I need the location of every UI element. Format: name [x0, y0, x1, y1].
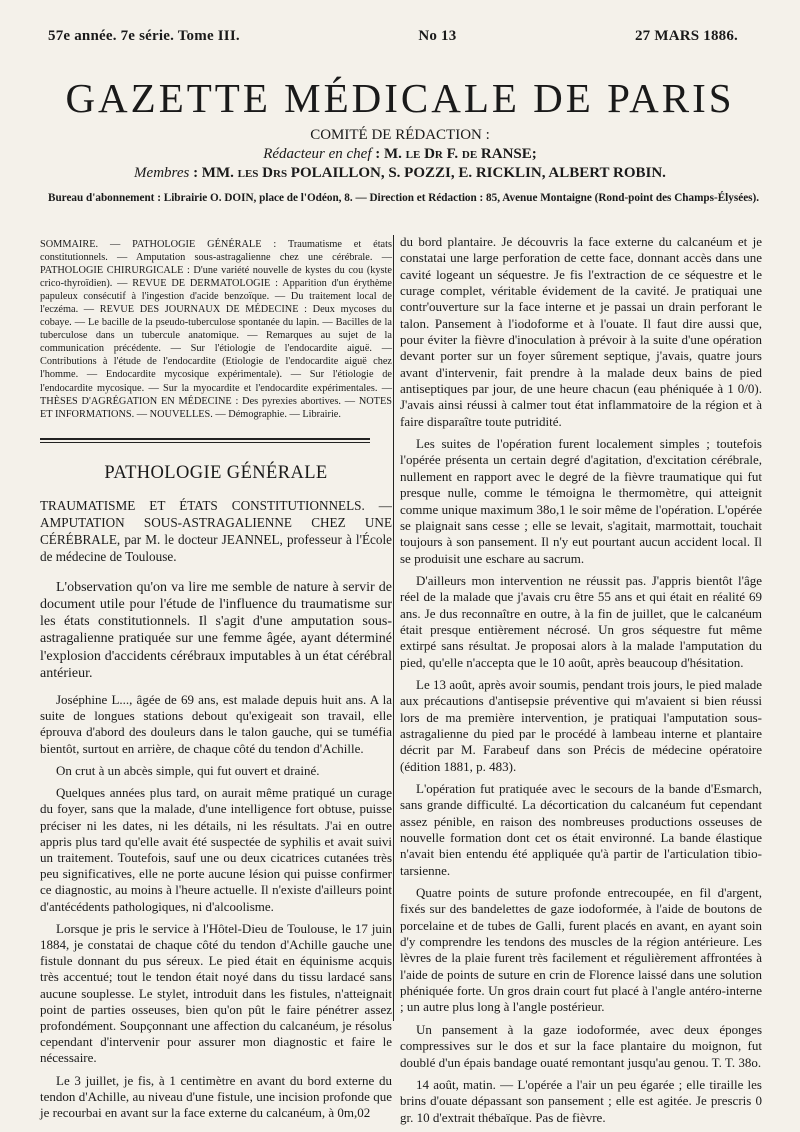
issue-header — [48, 28, 738, 45]
article-paragraph: Les suites de l'opération furent localement simples ; toutefois l'opérée présenta un certain degré d'agitation, d'excitation cérébrale, nullement en rapport avec le degré de la fièvre traumatique qui fut presque nulle, comme le témoigna le thermomètre, qui atteignit comme unique maximum 38o,1 le soir même de l'opération. L'opérée se plaignait sans cesse ; elle se levait, s'agitait, marmottait, touchait toujours à son pansement. Il n'y eut pourtant aucun accident local. Il se produisit une eschare au sacrum. — [400, 436, 762, 566]
right-column — [400, 234, 762, 1132]
members-line — [0, 164, 800, 183]
article-paragraph: On crut à un abcès simple, qui fut ouvert et drainé. — [56, 762, 320, 778]
section-divider — [40, 438, 370, 443]
members-names: : MM. les Drs POLAILLON, S. POZZI, E. RICKLIN, ALBERT ROBIN. — [193, 165, 666, 181]
article-paragraph: L'opération fut pratiquée avec le secours de la bande d'Esmarch, sans grande difficulté. La décortication du calcanéum fut cependant assez pénible, en raison des nombreuses productions osseuses de nouvelle formation dont cet os était environné. La bande élastique n'avait bien entendu été appliquée qu'à partir de l'articulation tibio-tarsienne. — [400, 781, 762, 878]
article-heading: TRAUMATISME ET ÉTATS CONSTITUTIONNELS. — AMPUTATION SOUS-ASTRAGALIENNE CHEZ UNE CÉRÉBRALE, par M. le docteur JEANNEL, professeur à l'École de médecine de Toulouse. — [40, 497, 392, 564]
article-paragraph: 14 août, matin. — L'opérée a l'air un peu égarée ; elle tiraille les brins d'ouate dépassant son pansement ; elle est agitée. Je prescris 0 gr. 10 d'extrait thébaïque. Pas de fièvre. — [400, 1076, 762, 1125]
editor-label: Rédacteur en chef — [263, 146, 372, 162]
article-paragraph: Quelques années plus tard, on aurait même pratiqué un curage du foyer, sans que la malade, d'une intelligence fort obtuse, puisse préciser ni les dates, ni les détails, ni les résultats. J'ai en outre appris plus tard qu'elle avait été suspectée de syphilis et avait suivi un traitement. Toutefois, sauf une ou deux cicatrices cutanées très peu significatives, elle ne porte aucune lésion qui puisse confirmer ce diagnostic, au moins à l'heure actuelle. Il n'existe d'ailleurs point d'antécédents pathologiques, ni d'alcoolisme. — [40, 785, 392, 914]
article-paragraph: D'ailleurs mon intervention ne réussit pas. J'appris bientôt l'âge réel de la malade que j'avais cru être 55 ans et qui était en réalité 69 ans. Je dus reconnaître en outre, à la fin de juillet, que le calcanéum était presque entièrement nécrosé. Un gros séquestre fut même extirpé sans résultat. Je proposai alors à la malade l'amputation du pied, qu'elle n'accepta que le 10 août, après beaucoup d'hésitation. — [400, 572, 762, 670]
editor-line — [0, 145, 800, 164]
article-paragraph: Le 13 août, après avoir soumis, pendant trois jours, le pied malade aux précautions d'antisepsie préventive qui m'avaient si bien réussi lors de ma première intervention, je pratiquai l'amputation sous-astragalienne du pied par le procédé à lambeau interne et plantaire décrit par M. Farabeuf dans son Précis de médecine opératoire (édition 1881, p. 483). — [400, 676, 762, 774]
editorial-committee — [0, 126, 800, 183]
issue-number: No 13 — [418, 28, 457, 44]
members-label: Membres — [134, 165, 190, 181]
masthead-title: GAZETTE MÉDICALE DE PARIS — [65, 75, 735, 121]
committee-title: COMITÉ DE RÉDACTION : — [310, 127, 490, 143]
article-paragraph: Le 3 juillet, je fis, à 1 centimètre en avant du bord externe du tendon d'Achille, au niveau d'une fistule, une incision profonde que je recourbai en avant sur la face externe du calcanéum, à 0m,02 — [40, 1072, 392, 1120]
article-paragraph: Quatre points de suture profonde entrecoupée, en fil d'argent, fixés sur des bandelettes de gaze iodoformée, à l'aide de boutons de porcelaine et de tubes de Galli, furent placés en avant, en ayant soin d'y comprendre les tendons des muscles de la région antérieure. Les lèvres de la plaie furent très facilement et régulièrement affrontées à l'aide de points de suture en crin de Florence laissé dans une solution phéniquée forte. Un gros drain court fut placé à l'angle antéro-interne ; un autre plus long à l'angle postérieur. — [400, 885, 762, 1015]
section-title: PATHOLOGIE GÉNÉRALE — [104, 462, 328, 483]
article-paragraph: Joséphine L..., âgée de 69 ans, est malade depuis huit ans. A la suite de longues stations debout qu'exigeait son travail, elle éprouva d'abord des douleurs dans le talon gauche, qui se tuméfia bientôt, surtout en arrière, de chaque côté du tendon d'Achille. — [40, 692, 392, 756]
editor-name: : M. le Dr F. de RANSE; — [375, 146, 537, 162]
issue-date: 27 MARS 1886. — [634, 28, 738, 44]
summary-block: SOMMAIRE. — PATHOLOGIE GÉNÉRALE : Traumatisme et états constitutionnels. — Amputation sous-astragalienne chez une cérébrale. — PATHOLOGIE CHIRURGICALE : D'une variété nouvelle de kystes du cou (kyste crico-thyroïdien). — REVUE DE DERMATOLOGIE : Apparition d'un érythème papuleux consécutif à l'ingestion d'acide benzoïque. — Du traitement local de l'eczéma. — REVUE DES JOURNAUX DE MÉDECINE : Deux mycoses du cobaye. — Le bacille de la pseudo-tuberculose spontanée du lapin. — Bacilles de la tuberculose dans un tubercule anatomique. — Remarques au sujet de la communication précédente. — Sur l'étiologie de l'endocardite aiguë. — Contributions à l'étude de l'endocardite (Etiologie de l'endocardite aiguë chez l'homme. — Endocardite mycosique expérimentale). — Sur l'étiologie de l'endocardite mycosique. — Sur la myocardite et l'endocardite expérimentales. — THÈSES D'AGRÉGATION EN MÉDECINE : Des pyrexies abortives. — NOTES ET INFORMATIONS. — NOUVELLES. — Démographie. — Librairie. — [40, 239, 392, 420]
column-divider — [393, 235, 394, 1021]
article-paragraph: Lorsque je pris le service à l'Hôtel-Dieu de Toulouse, le 17 juin 1884, je constatai de chaque côté du tendon d'Achille gauche une fistule donnant du pus séreux. Le pied était en équinisme acquis très accentué; tout le tendon était noyé dans du tissu lardacé sans aucune souplesse. Le stylet, introduit dans les fistules, n'atteignait point de parties osseuses, bien qu'on pût le faire pénétrer assez profondément. Soupçonnant une affection du calcanéum, je résolus cependant d'intervenir pour assurer mon diagnostic et faire le nécessaire. — [40, 920, 392, 1066]
article-paragraph: L'observation qu'on va lire me semble de nature à servir de document utile pour l'étude de l'influence du traumatisme sur les états constitutionnels. Il s'agit d'une amputation sous-astragalienne pratiquée sur une femme âgée, ayant déterminé l'explosion d'accidents cérébraux imputables à un état cérébral antérieur. — [40, 579, 392, 681]
article-paragraph-continued: du bord plantaire. Je découvris la face externe du calcanéum et je constatai une large perforation de cette face, donnant accès dans une cavité logeant un séquestre. Je fis l'extraction de ce séquestre et le curage complet, véritable évidement de la cavité. Je pratiquai une contr'ouverture sur la face interne et je passai un drain perforant le talon. Pansement à l'iodoforme et à l'ouate. Il faut dire aussi que, pour éviter la fièvre d'inoculation à prévoir à la suite d'une opération devant porter sur un foyer sûrement septique, j'avais, quatre jours avant d'intervenir, fait prendre à la malade deux bains de pied antiseptiques par jour, de une heure chacun (eau phéniquée à 1 0/0). J'avais ainsi réussi à calmer tout état inflammatoire de la région et à faire disparaître toute putridité. — [400, 234, 762, 429]
left-column — [40, 238, 392, 1127]
issue-info: 57e année. 7e série. Tome III. — [48, 28, 240, 44]
article-paragraph: Un pansement à la gaze iodoformée, avec deux éponges compressives sur le dos et sur la face plantaire du moignon, fut doublé d'un épais bandage ouaté remontant jusqu'au genou. T. T. 38o. — [400, 1021, 762, 1070]
office-address-line: Bureau d'abonnement : Librairie O. DOIN, place de l'Odéon, 8. — Direction et Rédaction : 85, Avenue Montaigne (Rond-point des Champs-Élysées). — [48, 192, 760, 204]
